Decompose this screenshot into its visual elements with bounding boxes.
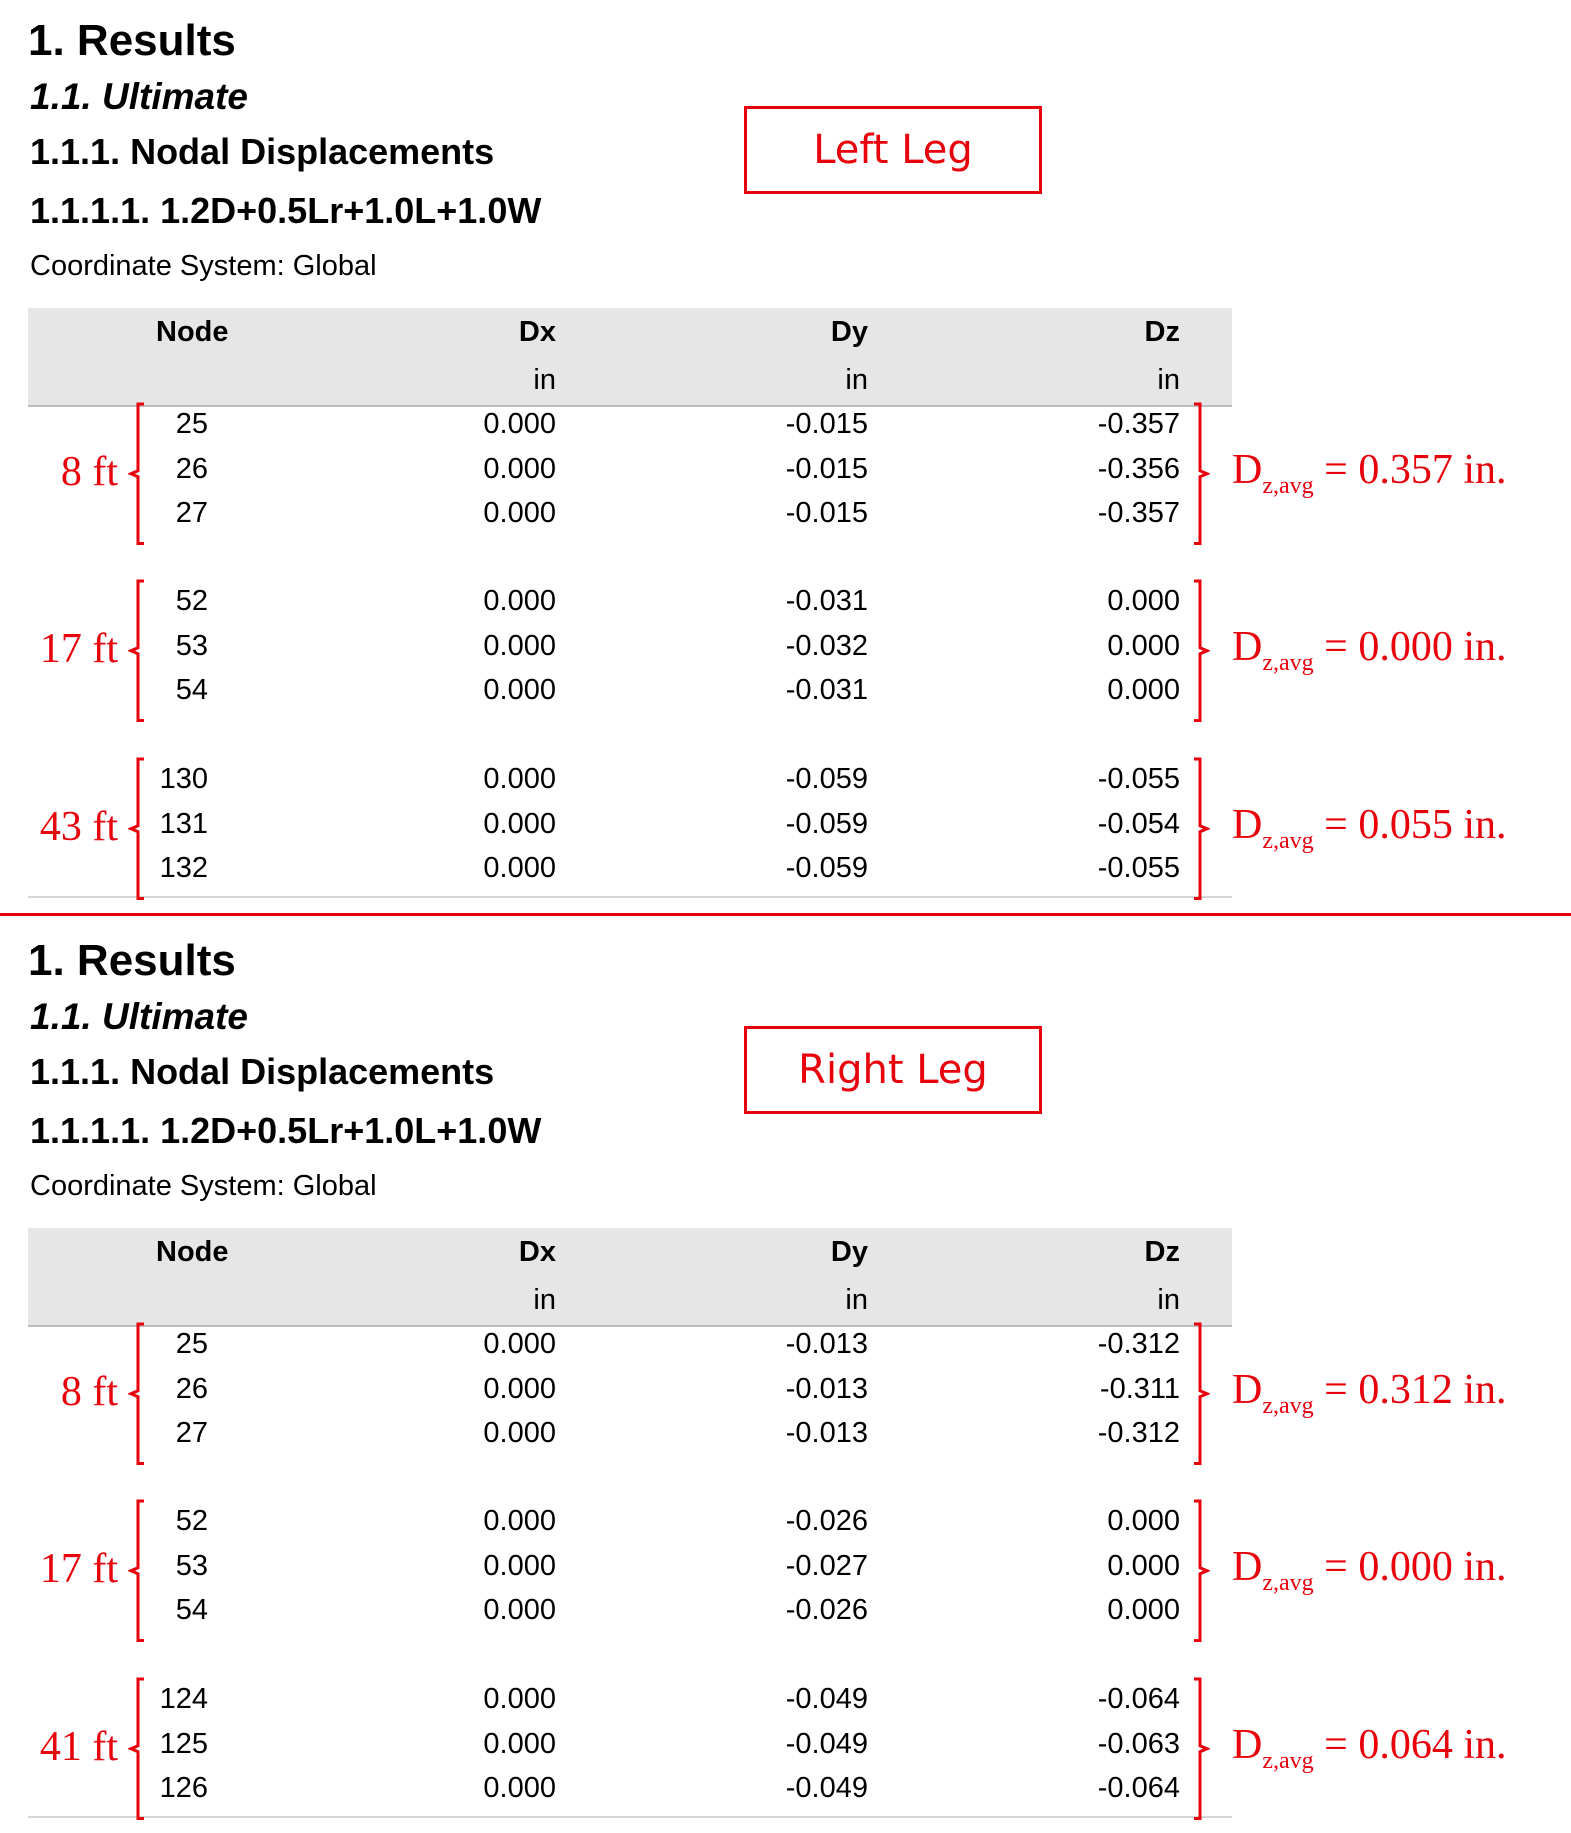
table-row bbox=[28, 1683, 1232, 1727]
table-row bbox=[28, 852, 1232, 896]
cell-node: 53 bbox=[175, 629, 208, 662]
cell-dz: 0.000 bbox=[1107, 1549, 1180, 1582]
cell-node: 132 bbox=[159, 852, 208, 884]
heading-results: 1. Results bbox=[28, 936, 236, 985]
right-brace bbox=[1188, 1677, 1210, 1821]
heading-nodal-displacements: 1.1.1. Nodal Displacements bbox=[30, 131, 495, 172]
cell-dy: -0.031 bbox=[785, 585, 868, 617]
cell-dz: -0.312 bbox=[1097, 1417, 1180, 1449]
avg-subscript: z,avg bbox=[1262, 1747, 1314, 1774]
dz-average-annotation bbox=[1232, 1543, 1507, 1597]
table-row bbox=[28, 1373, 1232, 1417]
cell-dy: -0.013 bbox=[785, 1417, 868, 1449]
height-label: 17 ft bbox=[39, 1545, 118, 1592]
dz-average-annotation bbox=[1232, 446, 1507, 500]
avg-symbol: D bbox=[1232, 623, 1263, 670]
cell-dz: -0.357 bbox=[1097, 408, 1180, 440]
cell-node: 125 bbox=[159, 1727, 208, 1760]
unit-dx: in bbox=[533, 1284, 556, 1316]
cell-dy: -0.049 bbox=[785, 1683, 868, 1715]
right-leg-panel bbox=[0, 920, 1571, 1830]
avg-symbol: D bbox=[1232, 446, 1263, 493]
cell-dy: -0.059 bbox=[785, 763, 868, 795]
cell-dx: 0.000 bbox=[483, 629, 556, 662]
table-row bbox=[28, 1550, 1232, 1594]
cell-dx: 0.000 bbox=[483, 1505, 556, 1537]
left-leg-panel bbox=[0, 0, 1571, 910]
right-brace bbox=[1188, 579, 1210, 723]
cell-dy: -0.026 bbox=[785, 1594, 868, 1626]
right-brace bbox=[1188, 1322, 1210, 1466]
height-label: 8 ft bbox=[60, 448, 118, 495]
cell-dz: -0.054 bbox=[1097, 807, 1180, 840]
right-brace bbox=[1188, 757, 1210, 901]
column-header-dz: Dz bbox=[1144, 316, 1180, 348]
cell-node: 54 bbox=[175, 1594, 208, 1626]
cell-dx: 0.000 bbox=[483, 452, 556, 485]
cell-dy: -0.013 bbox=[785, 1328, 868, 1360]
cell-node: 126 bbox=[159, 1772, 208, 1804]
dz-average-annotation bbox=[1232, 1366, 1507, 1420]
heading-ultimate: 1.1. Ultimate bbox=[30, 996, 248, 1037]
cell-node: 130 bbox=[159, 763, 208, 795]
cell-dx: 0.000 bbox=[483, 408, 556, 440]
cell-node: 131 bbox=[159, 807, 208, 840]
heading-load-combination: 1.1.1.1. 1.2D+0.5Lr+1.0L+1.0W bbox=[30, 190, 542, 231]
avg-symbol: D bbox=[1232, 801, 1263, 848]
cell-dx: 0.000 bbox=[483, 674, 556, 706]
cell-dz: -0.357 bbox=[1097, 497, 1180, 529]
avg-subscript: z,avg bbox=[1262, 649, 1314, 676]
heading-results: 1. Results bbox=[28, 16, 236, 65]
table-row bbox=[28, 453, 1232, 497]
cell-dx: 0.000 bbox=[483, 1727, 556, 1760]
cell-dy: -0.059 bbox=[785, 852, 868, 884]
cell-dy: -0.027 bbox=[785, 1549, 868, 1582]
column-header-node: Node bbox=[156, 1236, 229, 1268]
cell-dy: -0.026 bbox=[785, 1505, 868, 1537]
avg-symbol: D bbox=[1232, 1366, 1263, 1413]
table-row bbox=[28, 1594, 1232, 1638]
cell-node: 27 bbox=[175, 497, 208, 529]
table-row bbox=[28, 1505, 1232, 1549]
table-row bbox=[28, 585, 1232, 629]
cell-dz: 0.000 bbox=[1107, 1505, 1180, 1537]
cell-dx: 0.000 bbox=[483, 1549, 556, 1582]
table-row bbox=[28, 674, 1232, 718]
cell-node: 54 bbox=[175, 674, 208, 706]
avg-subscript: z,avg bbox=[1262, 1392, 1314, 1419]
table-row bbox=[28, 808, 1232, 852]
cell-dy: -0.015 bbox=[785, 497, 868, 529]
avg-value: = 0.055 in. bbox=[1324, 801, 1507, 848]
coordinate-system-note: Coordinate System: Global bbox=[30, 1170, 377, 1202]
column-header-node: Node bbox=[156, 316, 229, 348]
avg-symbol: D bbox=[1232, 1721, 1263, 1768]
height-label: 17 ft bbox=[39, 625, 118, 672]
avg-subscript: z,avg bbox=[1262, 472, 1314, 499]
leg-label-box: Right Leg bbox=[744, 1026, 1042, 1114]
cell-node: 53 bbox=[175, 1549, 208, 1582]
dz-average-annotation bbox=[1232, 801, 1507, 855]
cell-dx: 0.000 bbox=[483, 1328, 556, 1360]
table-row bbox=[28, 408, 1232, 452]
coordinate-system-note: Coordinate System: Global bbox=[30, 250, 377, 282]
column-header-dz: Dz bbox=[1144, 1236, 1180, 1268]
column-header-dy: Dy bbox=[830, 316, 868, 348]
cell-dz: 0.000 bbox=[1107, 585, 1180, 617]
table-row bbox=[28, 1728, 1232, 1772]
cell-dy: -0.059 bbox=[785, 807, 868, 840]
cell-dx: 0.000 bbox=[483, 763, 556, 795]
cell-node: 25 bbox=[175, 1328, 208, 1360]
avg-value: = 0.312 in. bbox=[1324, 1366, 1507, 1413]
cell-dy: -0.049 bbox=[785, 1727, 868, 1760]
cell-dz: -0.064 bbox=[1097, 1772, 1180, 1804]
cell-dx: 0.000 bbox=[483, 1772, 556, 1804]
table-row bbox=[28, 630, 1232, 674]
table-row bbox=[28, 1328, 1232, 1372]
cell-dz: -0.063 bbox=[1097, 1727, 1180, 1760]
cell-dz: 0.000 bbox=[1107, 674, 1180, 706]
unit-dx: in bbox=[533, 364, 556, 396]
leg-label-box: Left Leg bbox=[744, 106, 1042, 194]
cell-dy: -0.015 bbox=[785, 408, 868, 440]
table-header bbox=[28, 308, 1232, 407]
cell-node: 26 bbox=[175, 1372, 208, 1405]
cell-dx: 0.000 bbox=[483, 1372, 556, 1405]
left-brace bbox=[128, 757, 150, 901]
cell-dz: 0.000 bbox=[1107, 629, 1180, 662]
height-label: 43 ft bbox=[39, 803, 118, 850]
cell-dy: -0.013 bbox=[785, 1372, 868, 1405]
cell-dx: 0.000 bbox=[483, 852, 556, 884]
table-row bbox=[28, 1772, 1232, 1816]
cell-dy: -0.032 bbox=[785, 629, 868, 662]
cell-dy: -0.015 bbox=[785, 452, 868, 485]
unit-dy: in bbox=[845, 364, 868, 396]
left-brace bbox=[128, 402, 150, 546]
heading-ultimate: 1.1. Ultimate bbox=[30, 76, 248, 117]
cell-node: 52 bbox=[175, 1505, 208, 1537]
avg-value: = 0.000 in. bbox=[1324, 1543, 1507, 1590]
cell-node: 25 bbox=[175, 408, 208, 440]
avg-value: = 0.064 in. bbox=[1324, 1721, 1507, 1768]
cell-dz: -0.312 bbox=[1097, 1328, 1180, 1360]
left-brace bbox=[128, 1677, 150, 1821]
cell-dx: 0.000 bbox=[483, 1417, 556, 1449]
left-brace bbox=[128, 1499, 150, 1643]
cell-dz: -0.356 bbox=[1097, 452, 1180, 485]
cell-dz: -0.055 bbox=[1097, 763, 1180, 795]
right-brace bbox=[1188, 402, 1210, 546]
column-header-dy: Dy bbox=[830, 1236, 868, 1268]
height-label: 41 ft bbox=[39, 1723, 118, 1770]
heading-nodal-displacements: 1.1.1. Nodal Displacements bbox=[30, 1051, 495, 1092]
cell-dz: 0.000 bbox=[1107, 1594, 1180, 1626]
avg-subscript: z,avg bbox=[1262, 1569, 1314, 1596]
heading-load-combination: 1.1.1.1. 1.2D+0.5Lr+1.0L+1.0W bbox=[30, 1110, 542, 1151]
avg-symbol: D bbox=[1232, 1543, 1263, 1590]
cell-node: 27 bbox=[175, 1417, 208, 1449]
table-row bbox=[28, 497, 1232, 541]
table-header bbox=[28, 1228, 1232, 1327]
right-brace bbox=[1188, 1499, 1210, 1643]
cell-dx: 0.000 bbox=[483, 807, 556, 840]
cell-node: 52 bbox=[175, 585, 208, 617]
avg-value: = 0.357 in. bbox=[1324, 446, 1507, 493]
cell-dx: 0.000 bbox=[483, 585, 556, 617]
cell-node: 124 bbox=[159, 1683, 208, 1715]
cell-dz: -0.055 bbox=[1097, 852, 1180, 884]
panel-divider bbox=[0, 913, 1571, 916]
column-header-dx: Dx bbox=[518, 1236, 556, 1268]
table-row bbox=[28, 763, 1232, 807]
cell-dx: 0.000 bbox=[483, 1594, 556, 1626]
cell-dy: -0.049 bbox=[785, 1772, 868, 1804]
unit-dy: in bbox=[845, 1284, 868, 1316]
table-row bbox=[28, 1417, 1232, 1461]
left-brace bbox=[128, 579, 150, 723]
unit-dz: in bbox=[1157, 1284, 1180, 1316]
dz-average-annotation bbox=[1232, 1721, 1507, 1775]
cell-dz: -0.064 bbox=[1097, 1683, 1180, 1715]
cell-node: 26 bbox=[175, 452, 208, 485]
cell-dz: -0.311 bbox=[1099, 1372, 1180, 1405]
cell-dy: -0.031 bbox=[785, 674, 868, 706]
avg-subscript: z,avg bbox=[1262, 827, 1314, 854]
avg-value: = 0.000 in. bbox=[1324, 623, 1507, 670]
table-bottom-rule bbox=[28, 896, 1232, 898]
left-brace bbox=[128, 1322, 150, 1466]
table-bottom-rule bbox=[28, 1816, 1232, 1818]
cell-dx: 0.000 bbox=[483, 497, 556, 529]
column-header-dx: Dx bbox=[518, 316, 556, 348]
dz-average-annotation bbox=[1232, 623, 1507, 677]
unit-dz: in bbox=[1157, 364, 1180, 396]
height-label: 8 ft bbox=[60, 1368, 118, 1415]
cell-dx: 0.000 bbox=[483, 1683, 556, 1715]
